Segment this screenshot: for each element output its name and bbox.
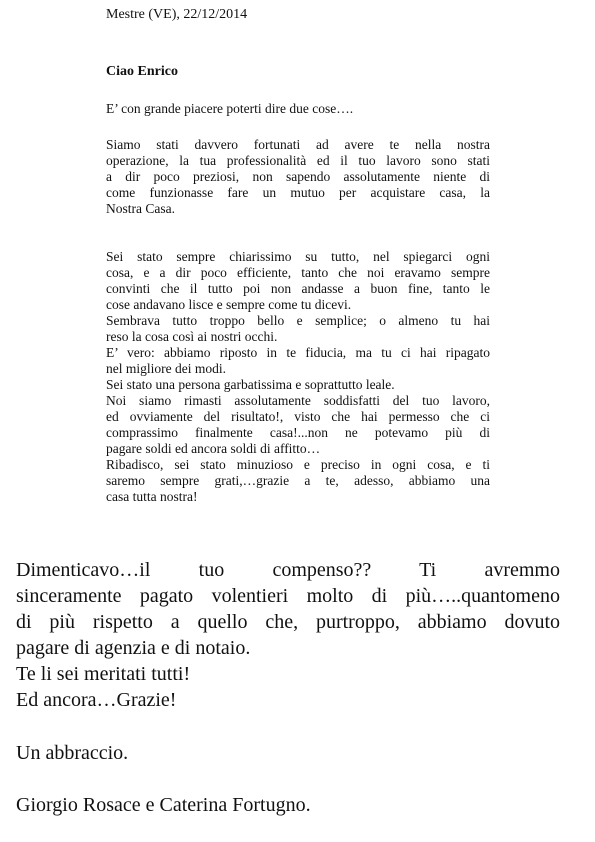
paragraph-line: E’ vero: abbiamo riposto in te fiducia, ma tu ci hai ripagato	[106, 345, 490, 360]
paragraph-line: Nostra Casa.	[106, 201, 175, 216]
paragraph-line: Te li sei meritati tutti!	[16, 663, 191, 685]
paragraph-line: Sei stato sempre chiarissimo su tutto, nel spiegarci ogni	[106, 249, 490, 264]
paragraph-line: convinti che il tutto poi non andasse a buon fine, tanto le	[106, 281, 490, 296]
paragraph-line: reso la cosa così ai nostri occhi.	[106, 329, 278, 344]
paragraph-line: casa tutta nostra!	[106, 489, 198, 504]
letter-date: Mestre (VE), 22/12/2014	[106, 7, 248, 22]
intro-line: E’ con grande piacere poterti dire due cose….	[106, 101, 354, 116]
paragraph-line: cosa, e a dir poco efficiente, tanto che noi eravamo sempre	[106, 265, 490, 280]
letter-intro	[106, 101, 490, 117]
paragraph-line: di più rispetto a quello che, purtroppo, abbiamo dovuto	[16, 611, 560, 633]
paragraph-line: Dimenticavo…il tuo compenso?? Ti avremmo	[16, 559, 560, 581]
paragraph-line: sinceramente pagato volentieri molto di più…..quantomeno	[16, 585, 560, 607]
paragraph-line: come funzionasse fare un mutuo per acquistare casa, la	[106, 185, 490, 200]
letter-paragraph-1	[106, 137, 490, 217]
letter-paragraph-3	[16, 557, 560, 713]
paragraph-line: nel migliore dei modi.	[106, 361, 226, 376]
paragraph-line: a dir poco preziosi, non sapendo assolutamente niente di	[106, 169, 490, 184]
letter-salutation: Ciao Enrico	[106, 64, 178, 79]
paragraph-line: saremo sempre grati,…grazie a te, adesso, abbiamo una	[106, 473, 490, 488]
paragraph-line: Sembrava tutto troppo bello e semplice; o almeno tu hai	[106, 313, 490, 328]
paragraph-line: operazione, la tua professionalità ed il tuo lavoro sono stati	[106, 153, 490, 168]
letter-paragraph-2	[106, 249, 490, 505]
paragraph-line: Sei stato una persona garbatissima e soprattutto leale.	[106, 377, 395, 392]
paragraph-line: Noi siamo rimasti assolutamente soddisfatti del tuo lavoro,	[106, 393, 490, 408]
letter-closing: Un abbraccio.	[16, 742, 129, 764]
paragraph-line: ed ovviamente del risultato!, visto che hai permesso che ci	[106, 409, 490, 424]
paragraph-line: Siamo stati davvero fortunati ad avere te nella nostra	[106, 137, 490, 152]
paragraph-line: cose andavano lisce e sempre come tu dicevi.	[106, 297, 352, 312]
paragraph-line: pagare soldi ed ancora soldi di affitto…	[106, 441, 321, 456]
paragraph-line: Ed ancora…Grazie!	[16, 689, 177, 711]
paragraph-line: Ribadisco, sei stato minuzioso e preciso in ogni cosa, e ti	[106, 457, 490, 472]
paragraph-line: pagare di agenzia e di notaio.	[16, 637, 251, 659]
letter-signature: Giorgio Rosace e Caterina Fortugno.	[16, 794, 311, 816]
paragraph-line: comprassimo finalmente casa!...non ne potevamo più di	[106, 425, 490, 440]
